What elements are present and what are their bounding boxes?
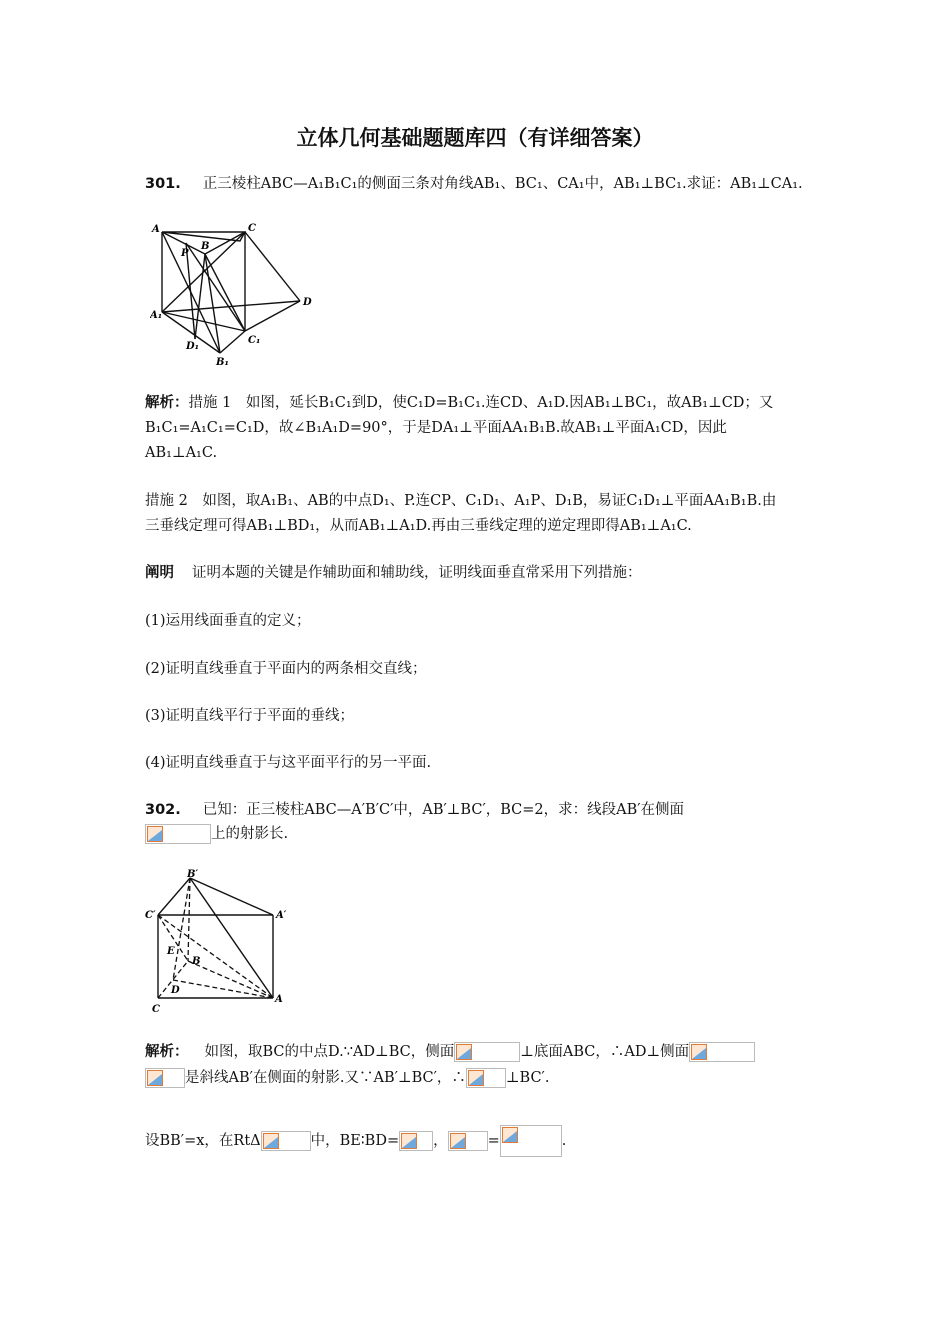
label-A-prime: A′ xyxy=(276,910,287,921)
figure-301 xyxy=(150,218,320,368)
missing-image-icon xyxy=(454,1042,520,1062)
problem-302-statement xyxy=(145,798,684,822)
list-item: (3)证明直线平行于平面的垂线； xyxy=(145,708,355,724)
label-C: C xyxy=(152,1004,160,1015)
solution-302-line1: 解析： 如图，取BC的中点D.∵AD⊥BC，侧面 ⊥底面ABC，∴AD⊥侧面 xyxy=(145,1040,755,1064)
label-C: C xyxy=(248,223,256,234)
label-D: D xyxy=(171,985,180,996)
solution-301-line2: B₁C₁=A₁C₁=C₁D，故∠B₁A₁D=90°，于是DA₁⊥平面AA₁B₁B.故AB₁⊥平面A₁CD，因此 xyxy=(145,420,727,436)
problem-301-statement xyxy=(145,172,803,196)
problem-number: 301. xyxy=(145,176,181,192)
label-A: A xyxy=(152,224,160,235)
label-A: A xyxy=(275,994,283,1005)
label-B1: B₁ xyxy=(216,357,229,368)
solution-301-line3: AB₁⊥A₁C. xyxy=(145,445,218,461)
problem-text: 正三棱柱ABC—A₁B₁C₁的侧面三条对角线AB₁、BC₁、CA₁中，AB₁⊥BC₁.求证：AB₁⊥CA₁. xyxy=(202,176,803,192)
figure-302 xyxy=(140,868,300,1018)
document-title: 立体几何基础题题库四（有详细答案） xyxy=(296,126,654,150)
label-P: P xyxy=(181,248,189,259)
solution-301-line1: 解析：措施 1 如图，延长B₁C₁到D，使C₁D=B₁C₁.连CD、A₁D.因AB₁⊥BC₁，故AB₁⊥CD；又 xyxy=(145,395,774,411)
solution-302-line3: 设BB′=x，在RtΔ 中，BE∶BD= ， = . xyxy=(145,1125,566,1157)
label-B: B xyxy=(201,241,210,252)
label-C-prime: C′ xyxy=(145,910,156,921)
missing-image-icon xyxy=(145,824,211,844)
missing-image-icon xyxy=(448,1131,488,1151)
problem-302-statement-cont: 上的射影长. xyxy=(145,822,288,846)
label-B-prime: B′ xyxy=(187,869,199,880)
method2-line2: 三垂线定理可得AB₁⊥BD₁，从而AB₁⊥A₁D.再由三垂线定理的逆定理即得AB₁⊥A₁C. xyxy=(145,518,692,534)
label-D: D xyxy=(303,297,312,308)
missing-image-icon xyxy=(500,1125,562,1157)
missing-image-icon xyxy=(261,1131,311,1151)
solution-302-line2: 是斜线AB′在侧面的射影.又∵AB′⊥BC′，∴ ⊥BC′. xyxy=(145,1066,549,1090)
missing-image-icon xyxy=(689,1042,755,1062)
label-D1: D₁ xyxy=(186,341,200,352)
missing-image-icon xyxy=(145,1068,185,1088)
list-item: (2)证明直线垂直于平面内的两条相交直线； xyxy=(145,661,427,677)
list-item: (1)运用线面垂直的定义； xyxy=(145,613,311,629)
label-A1: A₁ xyxy=(150,310,163,321)
label-B: B xyxy=(192,956,201,967)
method2-line1: 措施 2 如图，取A₁B₁、AB的中点D₁、P.连CP、C₁D₁、A₁P、D₁B，易证C₁D₁⊥平面AA₁B₁B.由 xyxy=(145,493,777,509)
list-item: (4)证明直线垂直于与这平面平行的另一平面. xyxy=(145,755,432,771)
note-line: 阐明 证明本题的关键是作辅助面和辅助线，证明线面垂直常采用下列措施： xyxy=(145,565,642,581)
label-C1: C₁ xyxy=(248,335,261,346)
label-E: E xyxy=(167,946,175,957)
problem-number: 302. xyxy=(145,802,181,818)
missing-image-icon xyxy=(466,1068,506,1088)
problem-text: 已知：正三棱柱ABC—A′B′C′中，AB′⊥BC′，BC=2，求：线段AB′在侧面 xyxy=(202,802,685,818)
missing-image-icon xyxy=(399,1131,433,1151)
